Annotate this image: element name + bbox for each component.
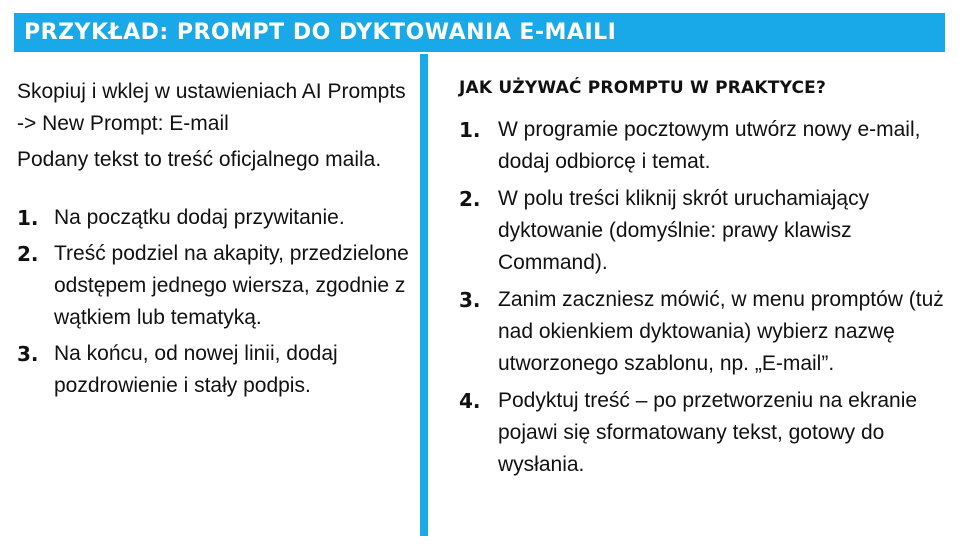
list-item bbox=[459, 385, 954, 481]
page-title: PRZYKŁAD: PROMPT DO DYKTOWANIA E-MAILI bbox=[24, 20, 617, 45]
instruction-list bbox=[17, 202, 412, 402]
intro-paragraph-2: Podany tekst to treść oficjalnego maila. bbox=[17, 148, 382, 171]
list-item-text: Zanim zaczniesz mówić, w menu promptów (tuż nad okienkiem dyktowania) wybierz nazwę utworzonego szablonu, np. „E-mail”. bbox=[498, 288, 944, 375]
list-item bbox=[459, 114, 954, 178]
list-item-text: Na początku dodaj przywitanie. bbox=[54, 206, 345, 229]
list-item-number: 2. bbox=[17, 242, 39, 266]
list-item-number: 3. bbox=[17, 342, 39, 366]
column-divider bbox=[420, 54, 428, 536]
list-item bbox=[459, 183, 954, 279]
list-item-text: Na końcu, od nowej linii, dodaj pozdrowienie i stały podpis. bbox=[54, 342, 338, 397]
list-item-number: 3. bbox=[459, 288, 481, 312]
list-item bbox=[459, 284, 954, 380]
list-item-text: Podyktuj treść – po przetworzeniu na ekranie pojawi się sformatowany tekst, gotowy do wysłania. bbox=[498, 389, 918, 476]
list-item-number: 2. bbox=[459, 187, 481, 211]
list-item-number: 1. bbox=[459, 118, 481, 142]
list-item-text: W polu treści kliknij skrót uruchamiający dyktowanie (domyślnie: prawy klawisz Command). bbox=[498, 187, 870, 274]
left-column bbox=[17, 76, 412, 402]
title-bar bbox=[14, 13, 945, 52]
section-heading: JAK UŻYWAĆ PROMPTU W PRAKTYCE? bbox=[459, 78, 827, 98]
list-item-text: W programie pocztowym utwórz nowy e-mail, dodaj odbiorcę i temat. bbox=[498, 118, 921, 173]
right-column bbox=[459, 76, 954, 481]
usage-steps-list bbox=[459, 114, 954, 481]
list-item-number: 1. bbox=[17, 206, 39, 230]
list-item-number: 4. bbox=[459, 389, 481, 413]
intro-text bbox=[17, 76, 412, 176]
list-item bbox=[17, 202, 412, 234]
intro-paragraph-1: Skopiuj i wklej w ustawieniach AI Prompts -> New Prompt: E-mail bbox=[17, 80, 406, 135]
list-item bbox=[17, 338, 412, 402]
list-item-text: Treść podziel na akapity, przedzielone odstępem jednego wiersza, zgodnie z wątkiem lub tematyką. bbox=[54, 242, 409, 329]
list-item bbox=[17, 238, 412, 334]
